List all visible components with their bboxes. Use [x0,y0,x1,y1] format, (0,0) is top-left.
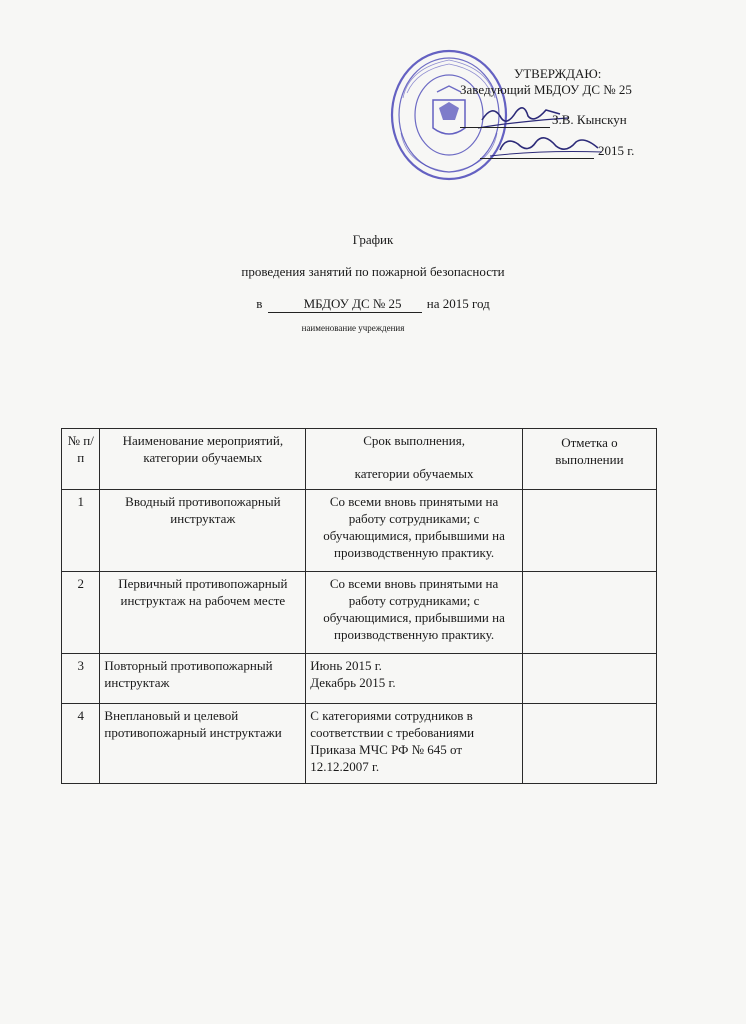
row-mark [522,654,656,704]
header-num: № п/п [62,429,100,490]
row-num: 2 [62,572,100,654]
signature-underline [460,127,550,128]
row-mark [522,490,656,572]
row-num: 3 [62,654,100,704]
row-term-line: Декабрь 2015 г. [310,675,396,690]
table-header-row [62,429,657,490]
row-term: С категориями сотрудников в соответствии с требованиями Приказа МЧС РФ № 645 от 12.12.2007 г. [306,704,523,784]
row-name: Повторный противопожарный инструктаж [100,654,306,704]
row-term: Со всеми вновь принятыми на работу сотрудниками; с обучающимися, прибывшими на производственную практику. [306,490,523,572]
header-mark [522,429,656,490]
row-name: Первичный противопожарный инструктаж на рабочем месте [100,572,306,654]
approval-date-line [480,143,634,159]
header-term-top: Срок выполнения, [363,433,465,448]
date-underline [480,158,594,159]
row-name: Вводный противопожарный инструктаж [100,490,306,572]
header-term-bottom: категории обучаемых [354,466,474,481]
table-row [62,490,657,572]
institution-line [0,296,746,313]
approval-title: УТВЕРЖДАЮ: [514,66,602,81]
institution-caption: наименование учреждения [301,323,405,333]
institution-prefix: в [256,296,263,311]
document-subtitle: проведения занятий по пожарной безопасности [241,264,505,279]
table-row [62,704,657,784]
row-mark [522,572,656,654]
row-name: Внеплановый и целевой противопожарный инструктажи [100,704,306,784]
institution-suffix: на 2015 год [426,296,490,311]
document-title: График [352,232,394,247]
header-mark-label: Отметка о выполнении [555,435,624,467]
row-term-line: Июнь 2015 г. [310,658,382,673]
row-term [306,654,523,704]
approval-date-year: 2015 г. [598,143,635,158]
signature-name: З.В. Кынскун [552,112,627,127]
row-num: 1 [62,490,100,572]
table-row [62,654,657,704]
schedule-table [61,428,657,784]
row-term: Со всеми вновь принятыми на работу сотрудниками; с обучающимися, прибывшими на производственную практику. [306,572,523,654]
row-num: 4 [62,704,100,784]
approval-role: Заведующий МБДОУ ДС № 25 [460,82,632,97]
row-mark [522,704,656,784]
header-term [306,429,523,490]
institution-name: МБДОУ ДС № 25 [268,296,422,313]
header-name: Наименование мероприятий, категории обучаемых [100,429,306,490]
table-row [62,572,657,654]
approval-signature-line [460,112,627,128]
